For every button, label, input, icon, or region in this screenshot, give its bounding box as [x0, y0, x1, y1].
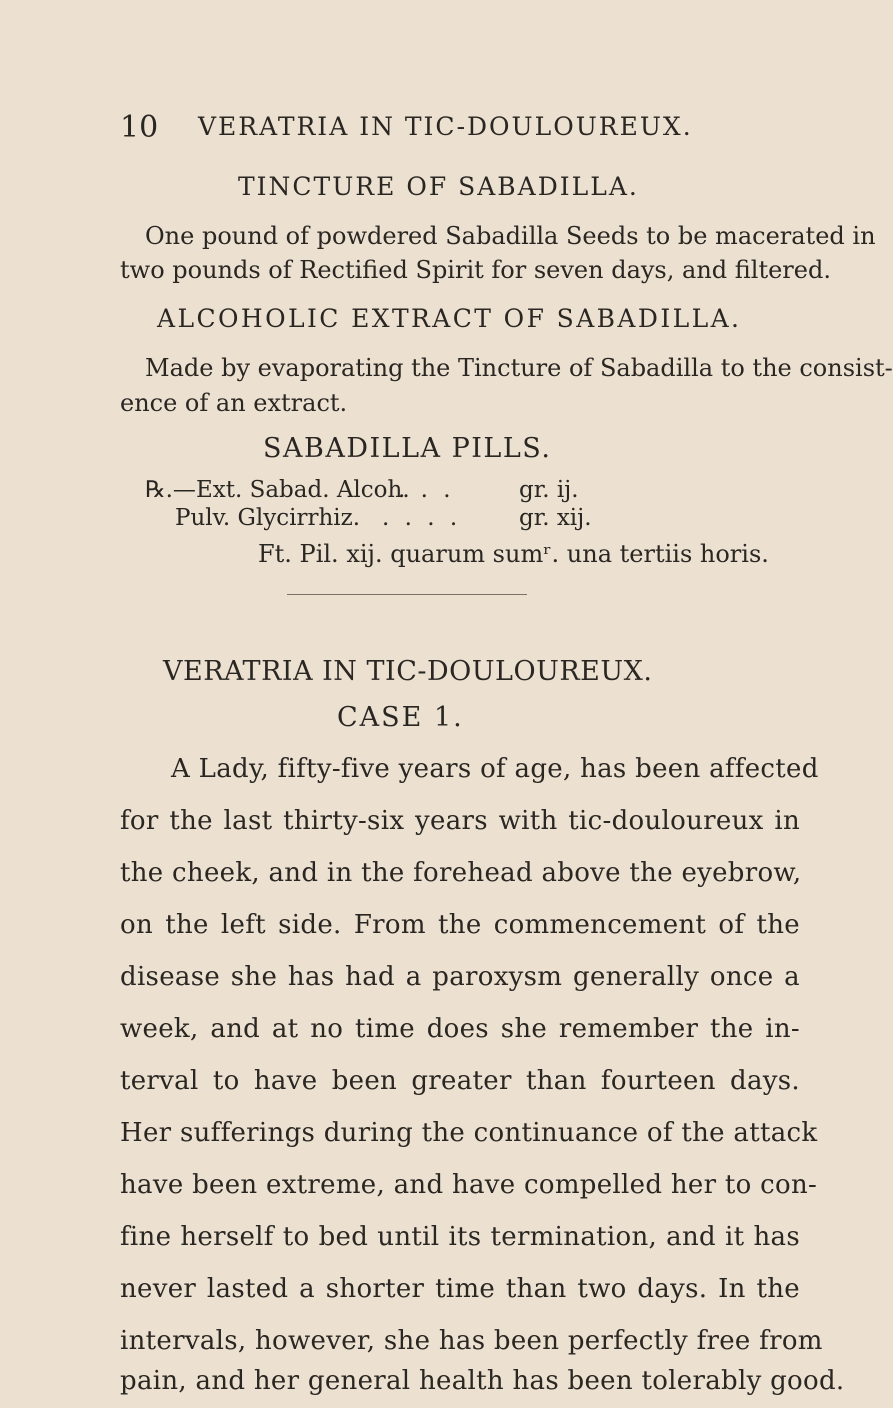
ingredient-name: Ext. Sabad. Alcoh.	[195, 477, 410, 503]
tincture-heading: TINCTURE OF SABADILLA.	[238, 172, 639, 201]
running-header-title: VERATRIA IN TIC-DOULOUREUX.	[198, 112, 693, 141]
tincture-line: two pounds of Rectified Spirit for seven days, and filtered.	[120, 256, 831, 284]
alcoholic-extract-line: ence of an extract.	[120, 389, 348, 417]
leader-dots: . . . .	[382, 505, 462, 531]
tincture-line: One pound of powdered Sabadilla Seeds to be macerated in	[145, 222, 876, 250]
case-paragraph-line: pain, and her general health has been tolerably good.	[120, 1366, 845, 1396]
ingredient-amount: gr. ij.	[519, 477, 579, 503]
ingredient-name: Pulv. Glycirrhiz.	[175, 505, 361, 531]
case-paragraph-line: terval to have been greater than fourteen days.	[120, 1066, 800, 1096]
case-paragraph-line: the cheek, and in the forehead above the eyebrow,	[120, 858, 802, 888]
case-paragraph-line: on the left side. From the commencement of the	[120, 910, 800, 940]
case-paragraph-line: have been extreme, and have compelled her to con-	[120, 1170, 818, 1200]
case-heading: CASE 1.	[337, 702, 464, 733]
pills-heading: SABADILLA PILLS.	[263, 433, 552, 464]
case-paragraph-line: A Lady, fifty-five years of age, has been affected	[171, 754, 819, 784]
page-number: 10	[120, 110, 159, 145]
section-divider	[287, 594, 527, 595]
leader-dots: . . .	[398, 477, 455, 503]
case-paragraph-line: for the last thirty-six years with tic-douloureux in	[120, 806, 800, 836]
case-paragraph-line: Her sufferings during the continuance of the attack	[120, 1118, 818, 1148]
case-paragraph-line: intervals, however, she has been perfectly free from	[120, 1326, 823, 1356]
veratria-heading: VERATRIA IN TIC-DOULOUREUX.	[163, 656, 653, 687]
ingredient-amount: gr. xij.	[519, 505, 592, 531]
case-paragraph-line: week, and at no time does she remember the in-	[120, 1014, 800, 1044]
case-paragraph-line: never lasted a shorter time than two days. In the	[120, 1274, 800, 1304]
case-paragraph-line: fine herself to bed until its termination, and it has	[120, 1222, 800, 1252]
case-paragraph-line: disease she has had a paroxysm generally once a	[120, 962, 800, 992]
recipe-symbol: ℞.—	[145, 477, 196, 503]
pill-direction: Ft. Pil. xij. quarum sumʳ. una tertiis horis.	[258, 540, 769, 568]
prescription-row	[145, 477, 410, 503]
alcoholic-extract-line: Made by evaporating the Tincture of Sabadilla to the consist-	[145, 354, 893, 382]
alcoholic-extract-heading: ALCOHOLIC EXTRACT OF SABADILLA.	[157, 304, 742, 333]
